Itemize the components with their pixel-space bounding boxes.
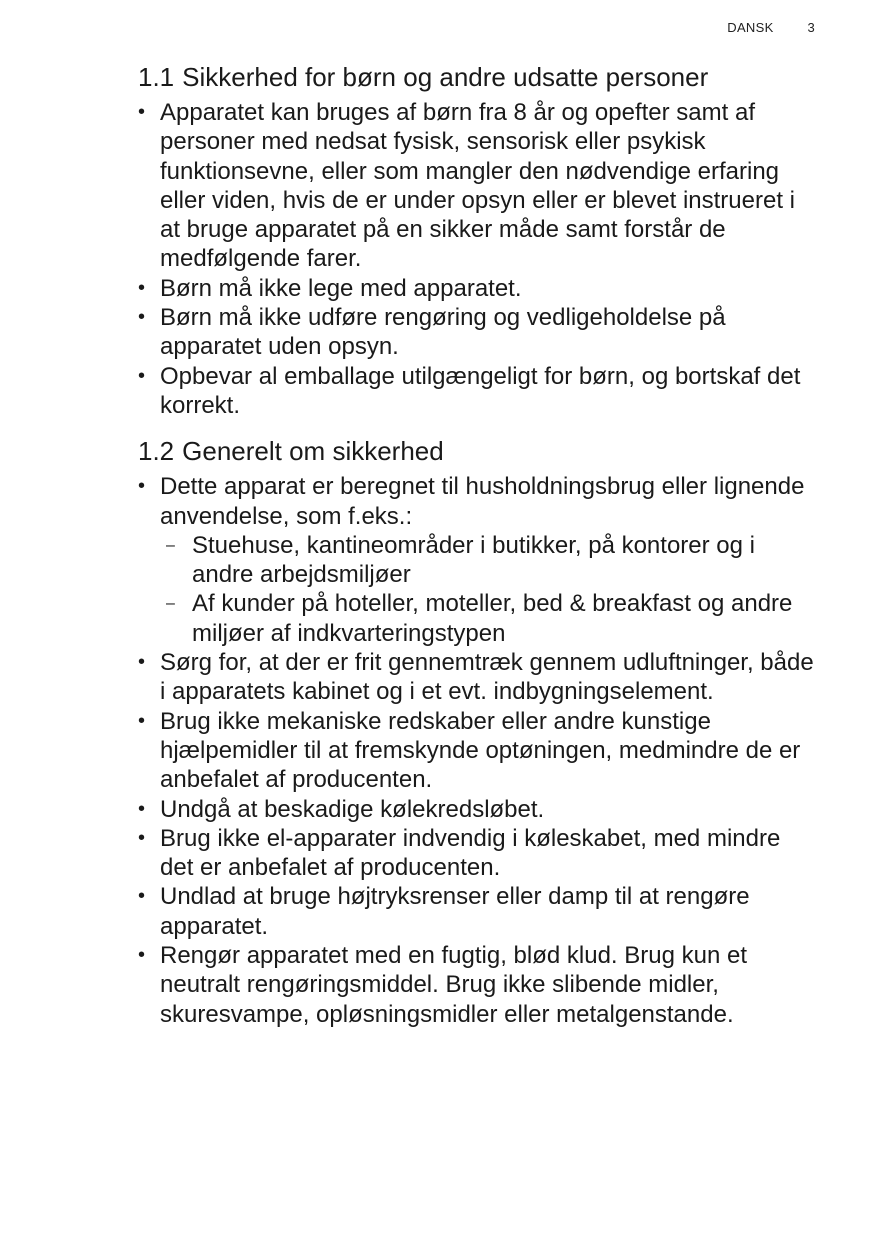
sub-list-item: – Af kunder på hoteller, moteller, bed & breakfast og andre miljøer af indkvarteringstypen	[160, 589, 818, 648]
list-item-text: Dette apparat er beregnet til husholdningsbrug eller lignende anvendelse, som f.eks.:	[160, 473, 805, 530]
section-title: Sikkerhed for børn og andre udsatte personer	[182, 62, 709, 92]
list-item: • Brug ikke el-apparater indvendig i køleskabet, med mindre det er anbefalet af producenten.	[138, 824, 818, 883]
list-item: • Apparatet kan bruges af børn fra 8 år og opefter samt af personer med nedsat fysisk, sensorisk eller psykisk funktionsevne, eller som mangler den nødvendige erfaring eller viden, hvis de er under opsyn eller er blevet instrueret i at bruge apparatet på en sikker måde samt forstår de medfølgende farer.	[138, 98, 818, 274]
section-number: 1.1	[138, 62, 175, 92]
list-item: • Børn må ikke lege med apparatet.	[138, 274, 818, 303]
language-label: DANSK	[727, 20, 774, 35]
list-item: • Sørg for, at der er frit gennemtræk gennem udluftninger, både i apparatets kabinet og i et evt. indbygningselement.	[138, 648, 818, 707]
page-content	[138, 60, 818, 1029]
sub-list	[160, 531, 818, 648]
section-heading-1-1	[138, 60, 818, 94]
list-item: • Undlad at bruge højtryksrenser eller damp til at rengøre apparatet.	[138, 882, 818, 941]
list-item: • Undgå at beskadige kølekredsløbet.	[138, 795, 818, 824]
list-item: • Brug ikke mekaniske redskaber eller andre kunstige hjælpemidler til at fremskynde optøningen, medmindre de er anbefalet af producenten.	[138, 707, 818, 795]
list-item: • Opbevar al emballage utilgængeligt for børn, og bortskaf det korrekt.	[138, 362, 818, 421]
list-item: • Børn må ikke udføre rengøring og vedligeholdelse på apparatet uden opsyn.	[138, 303, 818, 362]
page-header	[727, 20, 815, 35]
general-safety-list	[138, 472, 818, 1029]
section-title: Generelt om sikkerhed	[182, 436, 444, 467]
sub-list-item: – Stuehuse, kantineområder i butikker, på kontorer og i andre arbejdsmiljøer	[160, 531, 818, 590]
section-number: 1.2	[138, 436, 175, 467]
list-item	[138, 472, 818, 648]
list-item: • Rengør apparatet med en fugtig, blød klud. Brug kun et neutralt rengøringsmiddel. Brug ikke slibende midler, skuresvampe, opløsningsmidler eller metalgenstande.	[138, 941, 818, 1029]
safety-children-list	[138, 98, 818, 420]
page-number: 3	[807, 20, 815, 35]
section-heading-1-2	[138, 434, 818, 468]
